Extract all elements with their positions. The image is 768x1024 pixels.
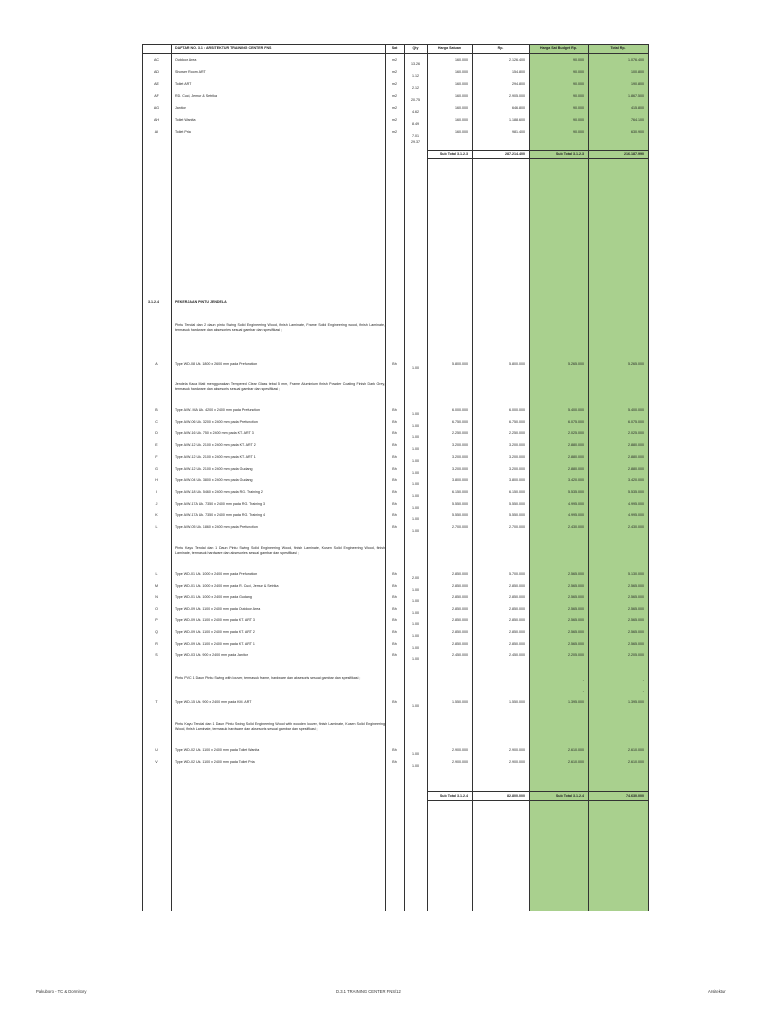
row-code: Q xyxy=(155,630,158,634)
row-desc: Toilet ART xyxy=(175,82,192,86)
row-budget: 2.610.000 xyxy=(568,759,584,764)
row-amount: 5.550.000 xyxy=(509,513,525,518)
row-qty: 1.00 xyxy=(412,529,419,533)
row-desc: Type WD-09 Uk. 1100 x 2400 mm pada KT. ART 1 xyxy=(175,641,255,646)
col-header-qty: Qty xyxy=(412,46,419,50)
row-amount: 981.400 xyxy=(512,130,525,134)
subtotal-b-total: 74.630.000 xyxy=(626,794,644,798)
row-qty: 2.00 xyxy=(412,576,419,580)
row-budget: 2.430.000 xyxy=(568,525,584,529)
row-sat: m2 xyxy=(392,94,397,98)
row-amount: 294.800 xyxy=(512,82,525,86)
row-code: M xyxy=(155,583,158,588)
row-price: 160.000 xyxy=(455,94,468,98)
row-budget: 2.565.000 xyxy=(568,583,584,588)
row-budget: 90.000 xyxy=(573,58,584,62)
row-price: 160.000 xyxy=(455,118,468,122)
col-header-total: Total Rp. xyxy=(610,46,626,50)
row-total: 2.430.000 xyxy=(628,525,644,529)
row-price: 2.850.000 xyxy=(452,595,468,600)
row-desc: RD. Cuci, Jemur & Setrika xyxy=(175,94,217,98)
item-description: Pintu PVC 1 Daun Pintu Swing with louver, termasuk frame, hardware dan aksesoris sesuai gambar dan spesifikasi ; xyxy=(175,676,361,680)
row-price: 6.750.000 xyxy=(452,419,468,424)
row-sat: Bh xyxy=(392,748,397,752)
row-total: 2.565.000 xyxy=(628,618,644,623)
row-budget: 3.420.000 xyxy=(568,478,584,483)
row-desc: Shower Room ART xyxy=(175,70,206,74)
row-sat: m2 xyxy=(392,130,397,134)
row-code: S xyxy=(155,653,158,658)
col-header-unit-price: Harga Satuan xyxy=(437,46,462,50)
row-code: G xyxy=(155,466,158,471)
row-budget: 2.565.000 xyxy=(568,641,584,646)
row-code: L xyxy=(155,572,158,576)
row-code: P xyxy=(155,618,158,623)
row-total: 2.565.000 xyxy=(628,606,644,611)
row-amount: 154.800 xyxy=(512,70,525,74)
row-sat: Bh xyxy=(392,466,397,471)
row-desc: Toilet Pria xyxy=(175,130,191,134)
row-code: V xyxy=(155,759,158,764)
row-qty: 8.49 xyxy=(412,122,419,126)
row-desc: Outdoor Area xyxy=(175,58,197,62)
row-qty: 1.00 xyxy=(412,493,419,498)
row-qty: 1.00 xyxy=(412,645,419,650)
row-desc: Type A/W-12 Uk. 2100 x 2400 mm pada KT. ART 2 xyxy=(175,443,256,448)
row-amount: 2.700.000 xyxy=(509,525,525,529)
row-desc: Type WD-02 Uk. 1100 x 2400 mm pada Toilet Wanita xyxy=(175,748,260,752)
row-total: 1.867.500 xyxy=(628,94,644,98)
row-amount: 646.800 xyxy=(512,106,525,110)
row-total: 2.880.000 xyxy=(628,454,644,459)
row-budget: 2.610.000 xyxy=(568,748,584,752)
row-qty: 1.00 xyxy=(412,587,419,592)
row-budget: 90.000 xyxy=(573,118,584,122)
row-sat: Bh xyxy=(392,489,397,494)
row-budget: 90.000 xyxy=(573,94,584,98)
row-desc: Type WD-03 Uk. 900 x 2400 mm pada Janitor xyxy=(175,653,248,658)
row-price: 5.550.000 xyxy=(452,513,468,518)
row-desc: Type WD-01 Uk. 1000 x 2400 mm pada Prefunction xyxy=(175,572,258,576)
boq-sheet xyxy=(142,44,648,911)
row-code: AC xyxy=(154,58,159,62)
row-code: AG xyxy=(153,106,160,110)
row-qty: 1.00 xyxy=(412,366,419,370)
section-b-title: PEKERJAAN PINTU JENDELA xyxy=(175,300,227,304)
row-sat: Bh xyxy=(392,501,397,506)
row-qty: 1.00 xyxy=(412,505,419,510)
row-code: F xyxy=(155,454,158,459)
dash-value: - xyxy=(642,689,644,693)
row-price: 6.150.000 xyxy=(452,489,468,494)
row-qty: 1.00 xyxy=(412,610,419,615)
row-budget: 1.395.000 xyxy=(568,700,584,704)
row-code: O xyxy=(155,606,158,611)
row-total: 2.565.000 xyxy=(628,630,644,634)
row-sat: Bh xyxy=(392,653,397,658)
row-qty: 1.00 xyxy=(412,634,419,638)
row-code: L xyxy=(155,525,158,529)
subtotal-b-budget-label: Sub Total 3.1.2.4 xyxy=(555,794,584,798)
row-qty: 1.00 xyxy=(412,517,419,522)
row-sat: Bh xyxy=(392,431,397,436)
row-total: 2.565.000 xyxy=(628,595,644,600)
grid-line xyxy=(171,44,172,911)
row-qty: 7.01 xyxy=(412,134,419,138)
row-price: 160.000 xyxy=(455,58,468,62)
row-total: 2.565.000 xyxy=(628,641,644,646)
row-amount: 1.188.600 xyxy=(509,118,525,122)
row-budget: 90.000 xyxy=(573,70,584,74)
row-sat: Bh xyxy=(392,759,397,764)
row-amount: 1.550.000 xyxy=(509,700,525,704)
row-code: J xyxy=(155,501,158,506)
row-qty: 1.00 xyxy=(412,599,419,604)
row-qty: 1.00 xyxy=(412,482,419,487)
row-desc: Type A/W-05 Uk. 1860 x 2400 mm pada Prefunction xyxy=(175,525,258,529)
subtotal-a-amount: 287.214.400 xyxy=(505,152,525,156)
row-desc: Type WD-09 Uk. 1100 x 2400 mm pada Outdoor Area xyxy=(175,606,261,611)
row-sat: Bh xyxy=(392,362,397,366)
row-sat: Bh xyxy=(392,513,397,518)
row-budget: 2.565.000 xyxy=(568,618,584,623)
row-budget: 90.000 xyxy=(573,106,584,110)
row-budget: 2.565.000 xyxy=(568,630,584,634)
row-budget: 2.565.000 xyxy=(568,572,584,576)
row-price: 2.850.000 xyxy=(452,572,468,576)
row-amount: 3.200.000 xyxy=(509,454,525,459)
row-desc: Type A/W-12 Uk. 2100 x 2400 mm pada Gudang xyxy=(175,466,253,471)
row-price: 2.850.000 xyxy=(452,630,468,634)
row-total: 2.610.000 xyxy=(628,748,644,752)
row-qty: 1.00 xyxy=(412,458,419,463)
row-desc: Type WD-01 Uk. 1000 x 2400 mm pada Gudang xyxy=(175,595,252,600)
grid-line xyxy=(648,44,649,911)
row-price: 2.700.000 xyxy=(452,525,468,529)
row-price: 5.800.000 xyxy=(452,362,468,366)
row-total: 2.565.000 xyxy=(628,583,644,588)
row-code: H xyxy=(155,478,158,483)
row-amount: 5.800.000 xyxy=(509,362,525,366)
row-price: 160.000 xyxy=(455,130,468,134)
row-code: D xyxy=(155,431,158,436)
grid-line xyxy=(427,158,648,159)
row-sat: Bh xyxy=(392,478,397,483)
row-sat: Bh xyxy=(392,525,397,529)
row-amount: 2.905.000 xyxy=(509,94,525,98)
col-header-amount: Rp. xyxy=(497,46,504,50)
row-amount: 2.450.000 xyxy=(509,653,525,658)
row-total: 2.880.000 xyxy=(628,466,644,471)
row-sat: m2 xyxy=(392,118,397,122)
row-code: T xyxy=(155,700,158,704)
row-total: 2.610.000 xyxy=(628,759,644,764)
row-budget: 2.565.000 xyxy=(568,595,584,600)
row-desc: Type A/W-18 Uk. 5460 x 2400 mm pada RG. Training 2 xyxy=(175,489,263,494)
row-desc: Type A/W- MA Uk. 4200 x 2400 mm pada Prefunction xyxy=(175,408,261,412)
dash-value: - xyxy=(642,678,644,682)
row-desc: Toilet Wanita xyxy=(175,118,196,122)
row-desc: Type A/W-12 Uk. 2100 x 2400 mm pada KT. ART 1 xyxy=(175,454,256,459)
row-total: 5.535.000 xyxy=(628,489,644,494)
row-qty: 1.00 xyxy=(412,435,419,440)
row-budget: 90.000 xyxy=(573,82,584,86)
grid-line xyxy=(427,791,648,792)
row-desc: Type WD-09 Uk. 1100 x 2400 mm pada KT. ART 2 xyxy=(175,630,255,634)
row-qty: 20.75 xyxy=(411,98,420,102)
row-total: 2.025.000 xyxy=(628,431,644,436)
row-amount: 2.850.000 xyxy=(509,583,525,588)
grid-line xyxy=(142,44,648,45)
row-amount: 3.800.000 xyxy=(509,478,525,483)
dash-value: - xyxy=(582,689,584,693)
row-code: K xyxy=(155,513,158,518)
row-price: 2.850.000 xyxy=(452,606,468,611)
row-qty: 13.26 xyxy=(411,62,420,66)
row-qty: 1.00 xyxy=(412,470,419,475)
row-code: AF xyxy=(154,94,159,98)
row-budget: 2.565.000 xyxy=(568,606,584,611)
row-desc: Type WD-08 Uk. 1800 x 2600 mm pada Prefunction xyxy=(175,362,258,366)
row-amount: 5.550.000 xyxy=(509,501,525,506)
row-desc: Janitor xyxy=(175,106,186,110)
row-amount: 2.850.000 xyxy=(509,595,525,600)
row-desc: Type WD-15 Uk. 900 x 2400 mm pada KM. ART xyxy=(175,700,252,704)
row-total: 3.420.000 xyxy=(628,478,644,483)
row-price: 2.250.000 xyxy=(452,431,468,436)
row-desc: Type A/W-06 Uk. 3200 x 2400 mm pada Prefunction xyxy=(175,419,258,424)
qty-extra: 29.37 xyxy=(411,140,420,144)
row-price: 160.000 xyxy=(455,106,468,110)
row-code: AI xyxy=(154,130,159,134)
row-sat: Bh xyxy=(392,408,397,412)
row-sat: m2 xyxy=(392,70,397,74)
row-qty: 1.00 xyxy=(412,447,419,452)
row-price: 2.900.000 xyxy=(452,759,468,764)
row-price: 160.000 xyxy=(455,70,468,74)
row-qty: 1.12 xyxy=(412,74,419,78)
grid-line xyxy=(427,150,648,151)
row-qty: 1.00 xyxy=(412,752,419,756)
row-amount: 2.250.000 xyxy=(509,431,525,436)
row-amount: 6.000.000 xyxy=(509,408,525,412)
row-budget: 2.205.000 xyxy=(568,653,584,658)
row-desc: Type WD-02 Uk. 1100 x 2400 mm pada Toilet Pria xyxy=(175,759,255,764)
row-total: 5.400.000 xyxy=(628,408,644,412)
row-sat: m2 xyxy=(392,106,397,110)
subtotal-a-total: 216.187.990 xyxy=(624,152,644,156)
row-code: C xyxy=(155,419,158,424)
row-qty: 1.00 xyxy=(412,423,419,428)
row-amount: 3.200.000 xyxy=(509,443,525,448)
row-sat: Bh xyxy=(392,595,397,600)
row-total: 764.100 xyxy=(631,118,644,122)
item-description: Pintu Kayu Tendal dan 1 Daun Pintu Swing Solid Engineering Wood, finish Laminate, Kusen Solid Engineering Wood, finish Laminate, termasuk hardware dan aksesories sesuai gambar dan spesifikasi ; xyxy=(175,546,385,555)
footer-right: Arsitektur xyxy=(708,989,726,994)
row-price: 5.550.000 xyxy=(452,501,468,506)
row-code: I xyxy=(156,489,157,494)
row-amount: 2.850.000 xyxy=(509,630,525,634)
row-qty: 4.62 xyxy=(412,110,419,114)
row-code: E xyxy=(155,443,158,448)
row-qty: 1.00 xyxy=(412,763,419,768)
row-budget: 2.880.000 xyxy=(568,443,584,448)
row-code: AE xyxy=(154,82,159,86)
row-budget: 2.880.000 xyxy=(568,454,584,459)
row-budget: 5.265.000 xyxy=(568,362,584,366)
subtotal-a-label: Sub Total 3.1.2.3 xyxy=(439,152,468,156)
row-code: A xyxy=(155,362,158,366)
sheet-title: DAFTAR NO. 3.1 : ARSITEKTUR TRAINING CENTER FNS xyxy=(175,46,272,50)
row-sat: Bh xyxy=(392,618,397,623)
row-total: 4.995.000 xyxy=(628,513,644,518)
row-total: 2.205.000 xyxy=(628,653,644,658)
row-total: 5.130.000 xyxy=(628,572,644,576)
row-price: 160.000 xyxy=(455,82,468,86)
row-budget: 6.075.000 xyxy=(568,419,584,424)
row-code: U xyxy=(155,748,158,752)
row-desc: Type A/W-17A Uk. 7350 x 2400 mm pada RG. Training 4 xyxy=(175,513,266,518)
row-total: 630.900 xyxy=(631,130,644,134)
row-price: 2.900.000 xyxy=(452,748,468,752)
row-total: 4.995.000 xyxy=(628,501,644,506)
row-total: 2.880.000 xyxy=(628,443,644,448)
row-total: 100.800 xyxy=(631,70,644,74)
dash-value: - xyxy=(582,678,584,682)
item-description: Pintu Kayu Tendal dan 1 Daun Pintu Swing Solid Engineering Wood with wooden louver, finish Laminate, Kusen Solid Engineering Wood, finish Laminate, termasuk hardware dan aksesoris sesuai gambar dan spesifikasi ; xyxy=(175,722,385,731)
row-amount: 6.750.000 xyxy=(509,419,525,424)
row-qty: 1.00 xyxy=(412,657,419,662)
row-budget: 5.400.000 xyxy=(568,408,584,412)
row-total: 190.800 xyxy=(631,82,644,86)
row-price: 3.200.000 xyxy=(452,466,468,471)
row-amount: 2.126.400 xyxy=(509,58,525,62)
row-total: 5.265.000 xyxy=(628,362,644,366)
row-qty: 2.12 xyxy=(412,86,419,90)
row-amount: 2.900.000 xyxy=(509,759,525,764)
grid-line xyxy=(404,44,405,911)
row-price: 2.850.000 xyxy=(452,583,468,588)
row-code: B xyxy=(155,408,158,412)
row-price: 1.550.000 xyxy=(452,700,468,704)
row-price: 2.450.000 xyxy=(452,653,468,658)
row-desc: Type A/W-16 Uk. 750 x 2400 mm pada KT. ART 3 xyxy=(175,431,254,436)
footer-left: Pakuboro - TC & Dormitory xyxy=(36,989,87,994)
row-sat: Bh xyxy=(392,419,397,424)
col-header-budget: Harga Sat Budget Rp. xyxy=(540,46,577,50)
row-amount: 2.850.000 xyxy=(509,641,525,646)
row-sat: m2 xyxy=(392,58,397,62)
item-description: Pintu Tendal dan 2 daun pintu Swing Solid Engineering Wood, finish Laminate, Frame Solid Engineering wood, finish Laminate, termasuk hardware dan aksesories sesuai gambar dan spesifikasi ; xyxy=(175,323,385,332)
subtotal-b-label: Sub Total 3.1.2.4 xyxy=(439,794,468,798)
row-amount: 2.900.000 xyxy=(509,748,525,752)
subtotal-b-amount: 82.800.000 xyxy=(507,794,525,798)
row-price: 3.200.000 xyxy=(452,443,468,448)
row-sat: Bh xyxy=(392,606,397,611)
row-total: 415.800 xyxy=(631,106,644,110)
row-qty: 1.00 xyxy=(412,412,419,416)
row-budget: 2.880.000 xyxy=(568,466,584,471)
footer-center: D.3.1 TRAINING CENTER FNS/12 xyxy=(336,989,401,994)
row-sat: Bh xyxy=(392,454,397,459)
row-amount: 2.850.000 xyxy=(509,618,525,623)
item-description: Jendela Kaca Mati menggunakan Tempered Clear Glass tebal 5 mm, Frame Aluminium finish Powder Coating Finish Dark Grey, termasuk hardware dan aksesoris sesuai gambar dan spesifikasi ; xyxy=(175,382,385,391)
row-code: N xyxy=(155,595,158,600)
row-price: 2.850.000 xyxy=(452,618,468,623)
row-price: 6.000.000 xyxy=(452,408,468,412)
subtotal-a-budget-label: Sub Total 3.1.2.3 xyxy=(555,152,584,156)
row-amount: 2.850.000 xyxy=(509,606,525,611)
row-desc: Type A/W-17A Uk. 7350 x 2400 mm pada RG. Training 3 xyxy=(175,501,266,506)
row-code: AH xyxy=(154,118,159,122)
row-budget: 90.000 xyxy=(573,130,584,134)
row-sat: Bh xyxy=(392,583,397,588)
row-sat: Bh xyxy=(392,630,397,634)
row-budget: 4.995.000 xyxy=(568,501,584,506)
row-amount: 5.700.000 xyxy=(509,572,525,576)
row-budget: 2.025.000 xyxy=(568,431,584,436)
row-code: R xyxy=(155,641,158,646)
row-qty: 1.00 xyxy=(412,622,419,627)
row-amount: 6.150.000 xyxy=(509,489,525,494)
grid-line xyxy=(427,800,648,801)
section-b-code: 3.1.2.4 xyxy=(148,300,159,304)
row-code: AD xyxy=(154,70,159,74)
row-total: 1.076.400 xyxy=(628,58,644,62)
row-budget: 5.535.000 xyxy=(568,489,584,494)
row-desc: Type WD-01 Uk. 1000 x 2400 mm pada R. Cuci, Jemur & Setrika xyxy=(175,583,279,588)
grid-line xyxy=(142,53,648,54)
row-total: 6.075.000 xyxy=(628,419,644,424)
row-sat: m2 xyxy=(392,82,397,86)
row-price: 3.200.000 xyxy=(452,454,468,459)
row-amount: 3.200.000 xyxy=(509,466,525,471)
row-sat: Bh xyxy=(392,700,397,704)
row-desc: Type A/W-04 Uk. 3800 x 2400 mm pada Gudang xyxy=(175,478,253,483)
row-sat: Bh xyxy=(392,572,397,576)
row-price: 2.850.000 xyxy=(452,641,468,646)
col-header-sat: Sat xyxy=(391,46,398,50)
row-qty: 1.00 xyxy=(412,704,419,708)
row-price: 3.800.000 xyxy=(452,478,468,483)
row-desc: Type WD-09 Uk. 1100 x 2400 mm pada KT. ART 3 xyxy=(175,618,255,623)
row-sat: Bh xyxy=(392,443,397,448)
row-total: 1.395.000 xyxy=(628,700,644,704)
row-sat: Bh xyxy=(392,641,397,646)
row-budget: 4.995.000 xyxy=(568,513,584,518)
